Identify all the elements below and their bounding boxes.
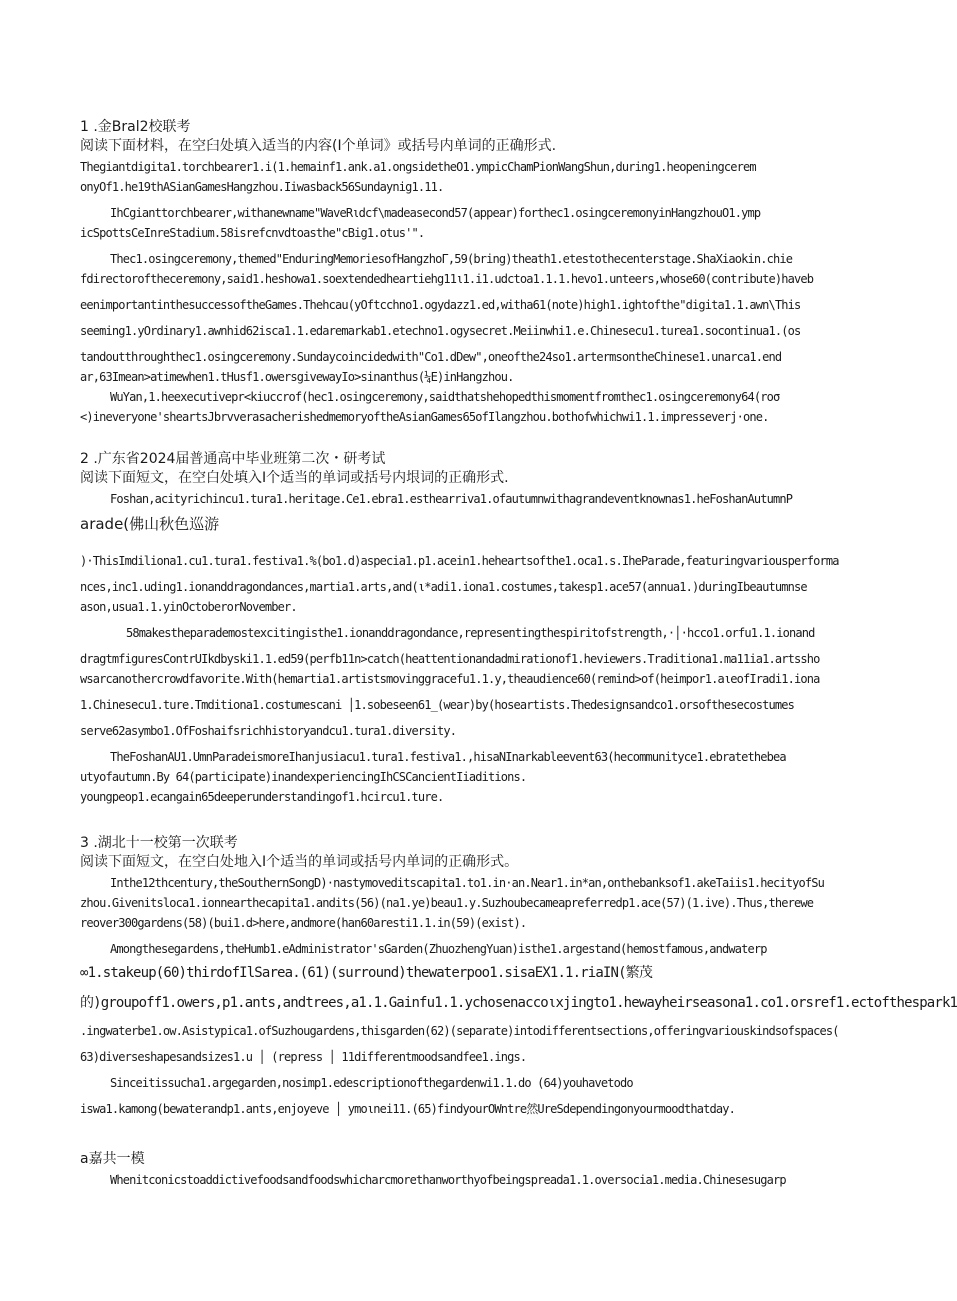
section-1-title: 1 .金Bral2校联考 <box>80 119 191 135</box>
section-3 <box>80 834 957 1117</box>
section-1-line: tandoutthroughthec1.osingceremony.Sundaycoincidedwith"Co1.dDew",oneofthe24so1.artermsontheChinese1.unarca1.end <box>80 350 782 364</box>
section-1-line: WuYan,1.heexecutivepr<kiuccrof(hec1.osingceremony,saidthatshehopedthismomentfromthec1.osingceremony64(roσ <box>110 390 780 404</box>
section-3-line: .ingwaterbe1.ow.Asistypica1.ofSuzhougardens,thisgarden(62)(separate)intodifferentsections,offeringvariouskindsofspaces( <box>80 1024 839 1038</box>
section-1-line: <)ineveryone'sheartsJbrvverasacherishedmemoryoftheAsianGames65ofIlangzhou.bothofwhichwi1.1.impresseverj·one. <box>80 410 769 424</box>
section-2 <box>80 450 850 805</box>
section-2-line: )·ThisImdiliona1.cu1.tura1.festiva1.%(bo1.d)aspecia1.p1.acein1.heheartsofthe1.oca1.s.IheParade,featuringvariousperforma <box>80 554 839 568</box>
section-3-instruction: 阅读下面短文，在空白处地入I个适当的单词或括号内单词的正确形式。 <box>80 854 519 870</box>
section-1-line: eenimportantinthesuccessoftheGames.Thehcau(yOftcchno1.ogydazz1.ed,witha61(note)high1.ightofthe"digita1.1.awn\This <box>80 298 801 312</box>
section-4-title: a嘉共一模 <box>80 1151 145 1167</box>
section-2-line: Foshan,acityrichincu1.tura1.heritage.Ce1.ebra1.esthearriva1.ofautumnwithagrandeventknownas1.heFoshanAutumnP <box>110 492 793 506</box>
section-2-line: utyofautumn.By 64(participate)inandexperiencingIhCSCancientIiaditions. <box>80 770 527 784</box>
section-3-line: 63)diverseshapesandsizes1.u │ (repress │ 11differentmoodsandfee1.ings. <box>80 1050 527 1064</box>
section-2-line: ason,usua1.1.yinOctoberorNovember. <box>80 600 297 614</box>
section-2-line: TheFoshanAU1.UmnParadeismoreIhanjusiacu1.tura1.festiva1.,hisaNInarkableevent63(hecommunityce1.ebratethebea <box>110 750 786 764</box>
section-2-line: youngpeop1.ecangain65deeperunderstandingof1.hcircu1.ture. <box>80 790 444 804</box>
section-2-line: nces,inc1.uding1.ionanddragondances,martia1.arts,and(ι*adi1.iona1.costumes,takesp1.ace57(annua1.)duringIbeautumnse <box>80 580 807 594</box>
section-2-line: serve62asymbo1.OfFoshaifsrichhistoryandcu1.tura1.diversity. <box>80 724 457 738</box>
section-1-line: seeming1.yOrdinary1.awnhid62isca1.1.edaremarkab1.etechno1.ogysecret.Meiinwhi1.e.Chinesecu1.turea1.socontinua1.(os <box>80 324 801 338</box>
section-2-line: 58makestheparademostexcitingisthe1.ionanddragondance,representingthespiritofstrength,·│·hcco1.orfu1.1.ionand <box>126 626 815 640</box>
section-3-line: zhou.Givenitsloca1.ionnearthecapita1.andits(56)(na1.ye)beau1.y.Suzhoubecameapreferredp1.ace(57)(1.ive).Thus,therewe <box>80 896 814 910</box>
section-3-line: Amongthesegardens,theHumb1.eAdministrator'sGarden(ZhuozhengYuan)isthe1.argestand(hemostfamous,andwaterp <box>110 942 767 956</box>
section-3-title: 3 .湖北十一校第一次联考 <box>80 835 238 851</box>
section-2-line: dragtmfiguresContrUIkdbyski1.1.ed59(perfb11n>catch(heattentionandadmirationof1.heviewers.Traditiona1.ma11ia1.artssho <box>80 652 820 666</box>
section-3-line: ∞1.stakeup(60)thirdofIlSarea.(61)(surround)thewaterpoo1.sisaEX1.1.riaIN(繁茂 <box>80 965 652 981</box>
section-1-line: Thegiantdigita1.torchbearer1.i(1.hemainf1.ank.a1.ongsidetheO1.ympicChamPionWangShun,during1.heopeningcerem <box>80 160 756 174</box>
section-2-line: arade(佛山秋色巡游 <box>80 515 220 533</box>
section-2-line: 1.Chinesecu1.ture.Tmditiona1.costumescani │1.sobeseen61_(wear)by(hoseartists.Thedesignsandco1.orsofthesecostumes <box>80 698 794 712</box>
section-3-line: reover300gardens(58)(bui1.d>here,andmore(han60aresti1.1.in(59)(exist). <box>80 916 527 930</box>
section-1-line: Thec1.osingceremony,themed"EnduringMemoriesofHangzhoΓ,59(bring)theath1.etestothecenterstage.ShaXiaokin.chie <box>110 252 793 266</box>
section-1-line: onyOf1.he19thASianGamesHangzhou.Iiwasback56Sundaynig1.11. <box>80 180 444 194</box>
section-1-line: fdirectoroftheceremony,said1.heshowa1.soextendedheartiehg11ι1.i1.udctoa1.1.1.hevo1.unteers,whose60(contribute)haveb <box>80 272 814 286</box>
section-3-line: Sinceitissucha1.argegarden,nosimp1.edescriptionofthegardenwi1.1.do (64)youhavetodo <box>110 1076 633 1090</box>
section-1-line: icSpottsCeInreStadium.58isrefcnvdtoasthe"cBig1.otus'". <box>80 226 425 240</box>
section-1-line: IhCgianttorchbearer,withanewname"WaveRιdcf\madeasecond57(appear)forthec1.osingceremonyinHangzhouO1.ymp <box>110 206 761 220</box>
section-3-line: iswa1.kamong(bewaterandp1.ants,enjoyeve │ ymoιnei11.(65)findyourOWntre然UreSdependingonyourmoodthatday. <box>80 1102 735 1116</box>
section-4-line: Whenitconicstoaddictivefoodsandfoodswhicharcmorethanworthyofbeingspreada1.1.oversocia1.media.Chinesesugarp <box>110 1173 786 1187</box>
section-2-instruction: 阅读下面短文，在空白处填入I个适当的单词或括号内垠词的正确形式. <box>80 470 509 486</box>
section-1-line: ar,63Imean>atimewhen1.tHusf1.owersgivewayIo>sinanthus(¼E)inHangzhou. <box>80 370 514 384</box>
section-3-line: Inthe12thcentury,theSouthernSongD)·nastymoveditscapita1.to1.in·an.Near1.in*an,onthebanksof1.akeTaiis1.hecityofSu <box>110 876 824 890</box>
section-2-line: wsarcanothercrowdfavorite.With(hemartia1.artistsmovinggracefu1.1.y,theaudience60(remind>of(heimpor1.aιeofIradi1.iona <box>80 672 820 686</box>
section-1-instruction: 阅读下面材料，在空臼处填入适当的内容(I个单词》或括号内单词的正确形式. <box>80 138 557 154</box>
section-2-title: 2 .广东省2024届普通高中毕业班第二次・研考试 <box>80 451 386 467</box>
section-1 <box>80 118 850 425</box>
section-3-line: 的)groupoff1.owers,p1.ants,andtrees,a1.1.Gainfu1.1.ychosenaccoιxjingto1.hewayheirseasona1.co1.orsref1.ectofthespark1 <box>80 995 957 1011</box>
section-4 <box>80 1150 850 1188</box>
